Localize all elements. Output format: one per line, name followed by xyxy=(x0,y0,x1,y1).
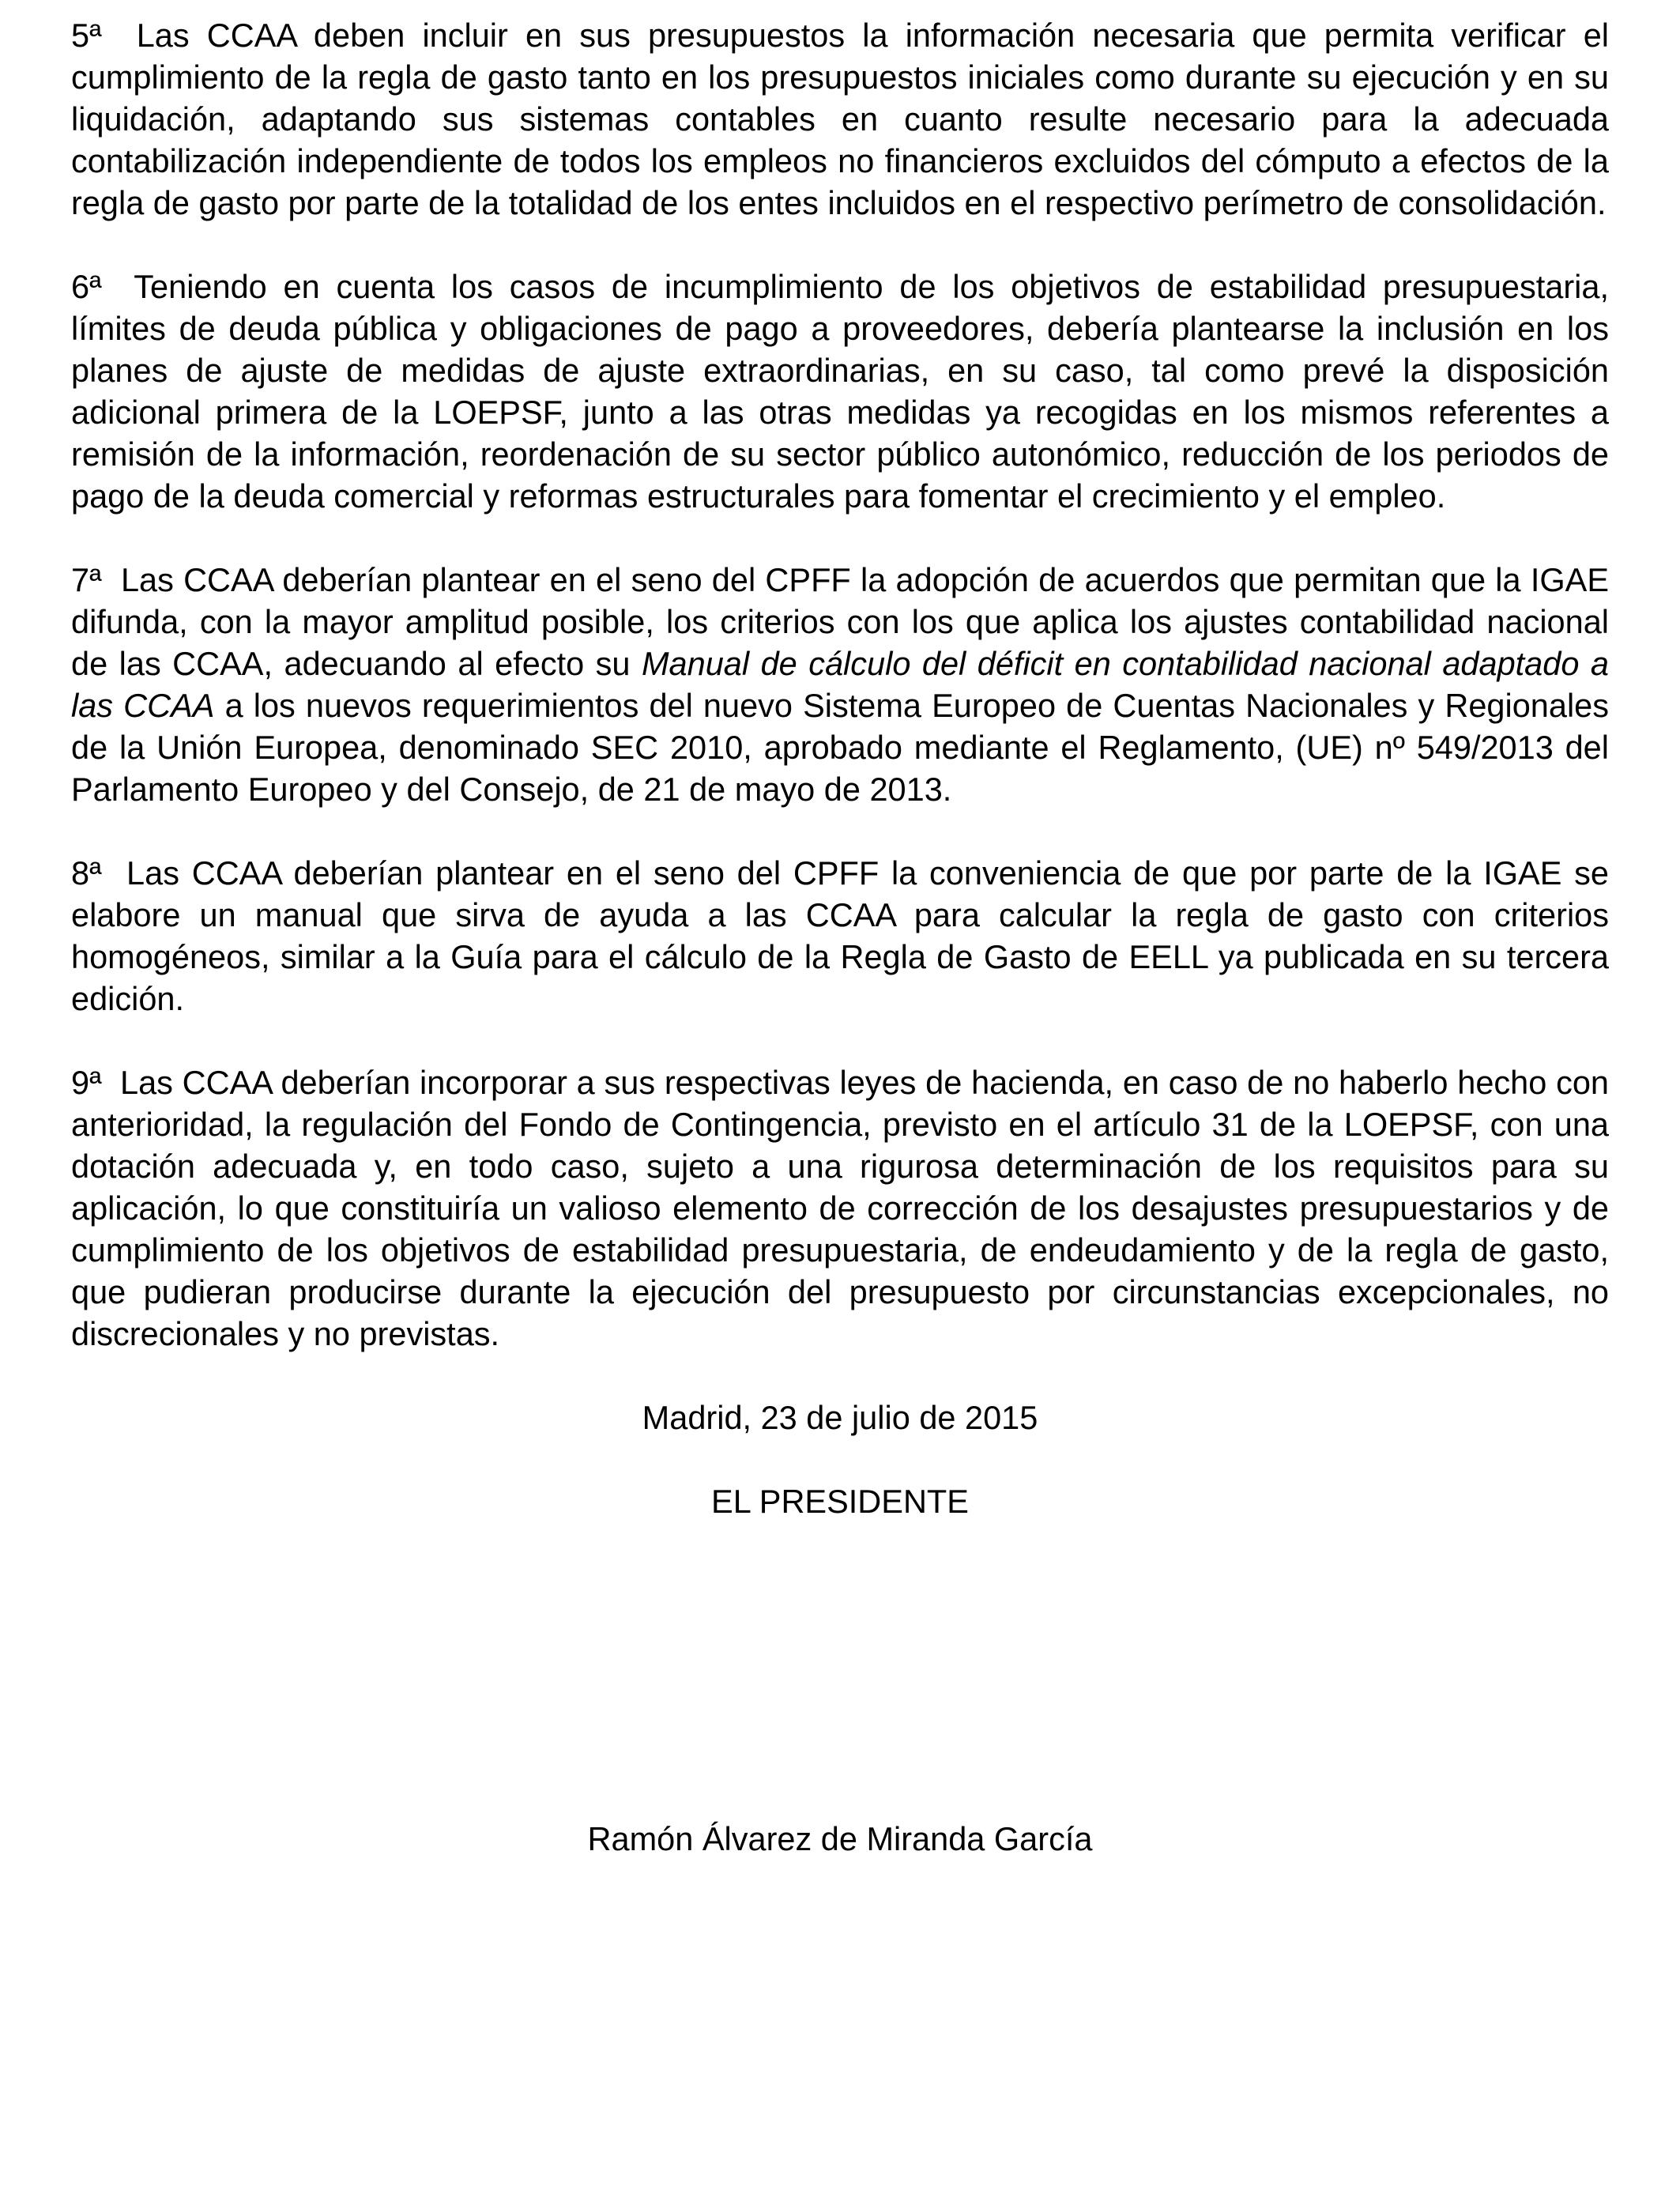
paragraph-text: Las CCAA deberían plantear en el seno del CPFF la adopción de acuerdos que permitan que la IGAE difunda, con la mayor amplitud posible, los criterios con los que aplica los ajustes contabilidad nacional de las CCAA, adecuando al efecto su xyxy=(71,561,1609,682)
signatory-title: EL PRESIDENTE xyxy=(711,1483,969,1520)
recommendation-paragraph xyxy=(71,559,1609,810)
paragraph-text: Las CCAA deben incluir en sus presupuestos la información necesaria que permita verificar el cumplimiento de la regla de gasto tanto en los presupuestos iniciales como durante su ejecución y en su liquidación, adaptando sus sistemas contables en cuanto resulte necesario para la adecuada contabilización independiente de todos los empleos no financieros excluidos del cómputo a efectos de la regla de gasto por parte de la totalidad de los entes incluidos en el respectivo perímetro de consolidación. xyxy=(71,17,1609,221)
signatory-name: Ramón Álvarez de Miranda García xyxy=(587,1820,1093,1857)
paragraph-number: 5ª xyxy=(71,17,102,54)
recommendation-paragraph xyxy=(71,1061,1609,1355)
paragraph-number: 9ª xyxy=(71,1064,102,1101)
document-page xyxy=(71,14,1609,1860)
paragraph-text: Las CCAA deberían plantear en el seno del CPFF la conveniencia de que por parte de la IGAE se elabore un manual que sirva de ayuda a las CCAA para calcular la regla de gasto con criterios homogéneos, similar a la Guía para el cálculo de la Regla de Gasto de EELL ya publicada en su tercera edición. xyxy=(71,854,1610,1017)
recommendations-list xyxy=(71,14,1609,1355)
italic-title: Manual de cálculo del déficit en contabilidad nacional adaptado a las CCAA xyxy=(71,645,1609,724)
paragraph-number: 6ª xyxy=(71,268,102,305)
paragraph-text: Teniendo en cuenta los casos de incumplimiento de los objetivos de estabilidad presupuestaria, límites de deuda pública y obligaciones de pago a proveedores, debería plantearse la inclusión en los planes de ajuste de medidas de ajuste extraordinarias, en su caso, tal como prevé la disposición adicional primera de la LOEPSF, junto a las otras medidas ya recogidas en los mismos referentes a remisión de la información, reordenación de su sector público autonómico, reducción de los periodos de pago de la deuda comercial y reformas estructurales para fomentar el crecimiento y el empleo. xyxy=(71,268,1609,515)
recommendation-paragraph xyxy=(71,852,1609,1020)
recommendation-paragraph xyxy=(71,14,1609,224)
paragraph-number: 8ª xyxy=(71,854,102,892)
recommendation-paragraph xyxy=(71,266,1609,517)
date-line: Madrid, 23 de julio de 2015 xyxy=(642,1399,1038,1436)
paragraph-text: a los nuevos requerimientos del nuevo Sistema Europeo de Cuentas Nacionales y Regionales de la Unión Europea, denominado SEC 2010, aprobado mediante el Reglamento, (UE) nº 549/2013 del Parlamento Europeo y del Consejo, de 21 de mayo de 2013. xyxy=(71,687,1609,808)
paragraph-number: 7ª xyxy=(71,561,102,598)
paragraph-text: Las CCAA deberían incorporar a sus respectivas leyes de hacienda, en caso de no haberlo hecho con anterioridad, la regulación del Fondo de Contingencia, previsto en el artículo 31 de la LOEPSF, con una dotación adecuada y, en todo caso, sujeto a una rigurosa determinación de los requisitos para su aplicación, lo que constituiría un valioso elemento de corrección de los desajustes presupuestarios y de cumplimiento de los objetivos de estabilidad presupuestaria, de endeudamiento y de la regla de gasto, que pudieran producirse durante la ejecución del presupuesto por circunstancias excepcionales, no discrecionales y no previstas. xyxy=(71,1064,1609,1352)
